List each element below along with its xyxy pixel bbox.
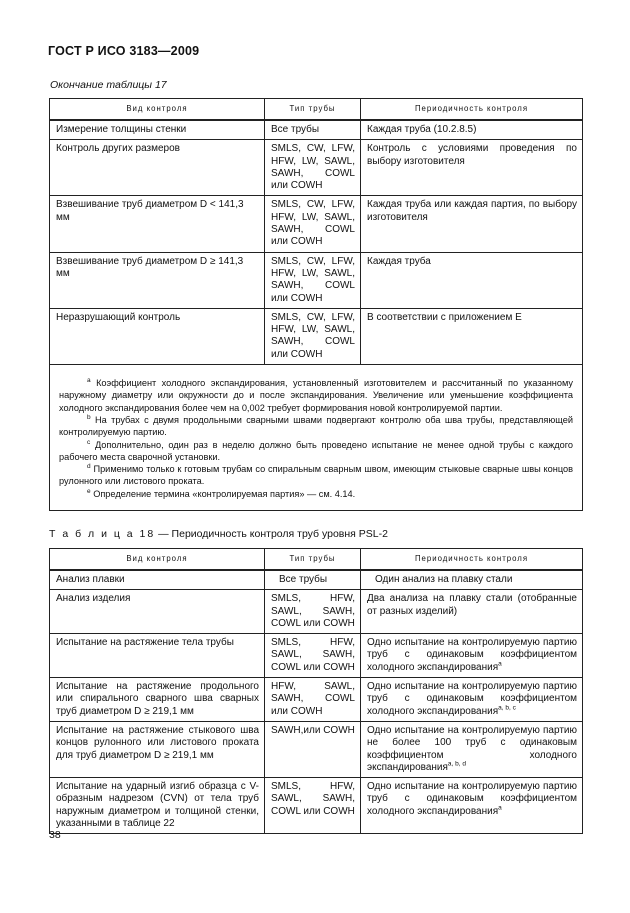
- table-row: [50, 721, 583, 777]
- table-header-row: [50, 549, 583, 571]
- frequency-text: Одно испытание на контролируемую партию труб с одинаковым коэффициентом холодного экспандирования: [367, 681, 577, 717]
- footnote-mark: c: [87, 438, 91, 446]
- footnote-mark: d: [87, 463, 91, 471]
- footnote-text: Определение термина «контролируемая партия» — см. 4.14.: [93, 488, 356, 499]
- table-18-title-text: — Периодичность контроля труб уровня PSL-2: [155, 528, 388, 540]
- table-17: [49, 98, 583, 511]
- footnote-text: Коэффициент холодного экспандирования, установленный изготовителем и рассчитанный по указанному наружному диаметру или окружности до и после экспандирования. Увеличение или уменьшение коэффициента холодного экспандирования более чем на 0,002 требует формирования новой контролируемой партии.: [59, 378, 573, 413]
- table-header-row: [50, 99, 583, 121]
- frequency-cell: В соответствии с приложением Е: [361, 308, 583, 364]
- frequency-text: Одно испытание на контролируемую партию труб с одинаковым коэффициентом холодного экспандирования: [367, 637, 577, 673]
- footnote: [59, 463, 573, 488]
- table-row: [50, 252, 583, 308]
- method-cell: Анализ изделия: [50, 590, 265, 634]
- frequency-cell: [361, 721, 583, 777]
- table-17-caption: Окончание таблицы 17: [50, 79, 167, 91]
- pipe-type-cell: SMLS, CW, LFW, HFW, LW, SAWL, SAWH, COWL или COWH: [265, 252, 361, 308]
- footnote: [59, 414, 573, 439]
- pipe-type-cell: SMLS, CW, LFW, HFW, LW, SAWL, SAWH, COWL или COWH: [265, 196, 361, 252]
- frequency-cell: [361, 678, 583, 722]
- pipe-type-cell: SMLS, CW, LFW, HFW, LW, SAWL, SAWH, COWL или COWH: [265, 140, 361, 196]
- method-cell: Испытание на растяжение тела трубы: [50, 634, 265, 678]
- table-row: [50, 308, 583, 364]
- pipe-type-cell: HFW, SAWL, SAWH, COWL или COWH: [265, 678, 361, 722]
- method-cell: Анализ плавки: [50, 570, 265, 590]
- table-18-title: [49, 528, 388, 540]
- footnotes-cell: [50, 365, 583, 511]
- frequency-cell: [361, 778, 583, 834]
- frequency-cell: Один анализ на плавку стали: [361, 570, 583, 590]
- frequency-text: Одно испытание на контролируемую партию труб с одинаковым коэффициентом холодного экспандирования: [367, 781, 577, 817]
- frequency-cell: Каждая труба (10.2.8.5): [361, 120, 583, 140]
- table-18: [49, 548, 583, 834]
- method-cell: Испытание на растяжение стыкового шва концов рулонного или листового проката для труб диаметром D ≥ 219,1 мм: [50, 721, 265, 777]
- table-row: [50, 634, 583, 678]
- pipe-type-cell: SMLS, HFW, SAWL, SAWH, COWL или COWH: [265, 778, 361, 834]
- footnote-text: Применимо только к готовым трубам со спиральным сварным швом, имеющим стыковые сварные швы концов рулонного или листового проката.: [59, 464, 573, 487]
- footnote-ref: a, b, c: [498, 704, 516, 712]
- column-header: Тип трубы: [265, 99, 361, 121]
- footnote-ref: a: [498, 804, 502, 812]
- column-header: Вид контроля: [50, 99, 265, 121]
- pipe-type-cell: SMLS, HFW, SAWL, SAWH, COWL или COWH: [265, 590, 361, 634]
- table-row: [50, 678, 583, 722]
- pipe-type-cell: SMLS, CW, LFW, HFW, LW, SAWL, SAWH, COWL или COWH: [265, 308, 361, 364]
- method-cell: Контроль других размеров: [50, 140, 265, 196]
- frequency-cell: Каждая труба: [361, 252, 583, 308]
- method-cell: Неразрушающий контроль: [50, 308, 265, 364]
- pipe-type-cell: Все трубы: [265, 570, 361, 590]
- table-18-label: Т а б л и ц а 18: [49, 528, 156, 540]
- table-row: [50, 120, 583, 140]
- frequency-cell: Каждая труба или каждая партия, по выбору изготовителя: [361, 196, 583, 252]
- table-row: [50, 570, 583, 590]
- footnote-text: Дополнительно, один раз в неделю должно быть проведено испытание не менее одной трубы с каждого рабочего места сварочной установки.: [59, 439, 573, 462]
- column-header: Периодичность контроля: [361, 549, 583, 571]
- footnote-mark: e: [87, 487, 91, 495]
- column-header: Тип трубы: [265, 549, 361, 571]
- method-cell: Испытание на ударный изгиб образца с V-образным надрезом (CVN) от тела труб наружным диаметром и толщиной стенки, указанными в таблице 22: [50, 778, 265, 834]
- pipe-type-cell: Все трубы: [265, 120, 361, 140]
- document-header: ГОСТ Р ИСО 3183—2009: [48, 44, 200, 58]
- footnote: [59, 488, 573, 500]
- pipe-type-cell: SMLS, HFW, SAWL, SAWH, COWL или COWH: [265, 634, 361, 678]
- table-row: [50, 140, 583, 196]
- footnote-ref: a: [498, 660, 502, 668]
- footnote-ref: a, b, d: [447, 760, 466, 768]
- frequency-cell: Контроль с условиями проведения по выбору изготовителя: [361, 140, 583, 196]
- method-cell: Взвешивание труб диаметром D < 141,3 мм: [50, 196, 265, 252]
- frequency-cell: Два анализа на плавку стали (отобранные от разных изделий): [361, 590, 583, 634]
- method-cell: Измерение толщины стенки: [50, 120, 265, 140]
- column-header: Периодичность контроля: [361, 99, 583, 121]
- page-number: 38: [49, 829, 61, 841]
- table-row: [50, 778, 583, 834]
- frequency-cell: [361, 634, 583, 678]
- method-cell: Взвешивание труб диаметром D ≥ 141,3 мм: [50, 252, 265, 308]
- table-row: [50, 590, 583, 634]
- table-row: [50, 196, 583, 252]
- column-header: Вид контроля: [50, 549, 265, 571]
- pipe-type-cell: SAWH,или COWH: [265, 721, 361, 777]
- frequency-text: Одно испытание на контролируемую партию не более 100 труб с одинаковым коэффициентом холодного экспандирования: [367, 724, 577, 773]
- footnotes-row: [50, 365, 583, 511]
- footnote-mark: a: [87, 376, 91, 384]
- footnote-text: На трубах с двумя продольными сварными швами подвергают контролю оба шва трубы, представляющей контролируемую партию.: [59, 414, 573, 438]
- footnote: [59, 439, 573, 464]
- footnote-mark: b: [87, 413, 91, 421]
- method-cell: Испытание на растяжение продольного или спирального сварного шва сварных труб диаметром D ≥ 219,1 мм: [50, 678, 265, 722]
- footnote: [59, 377, 573, 414]
